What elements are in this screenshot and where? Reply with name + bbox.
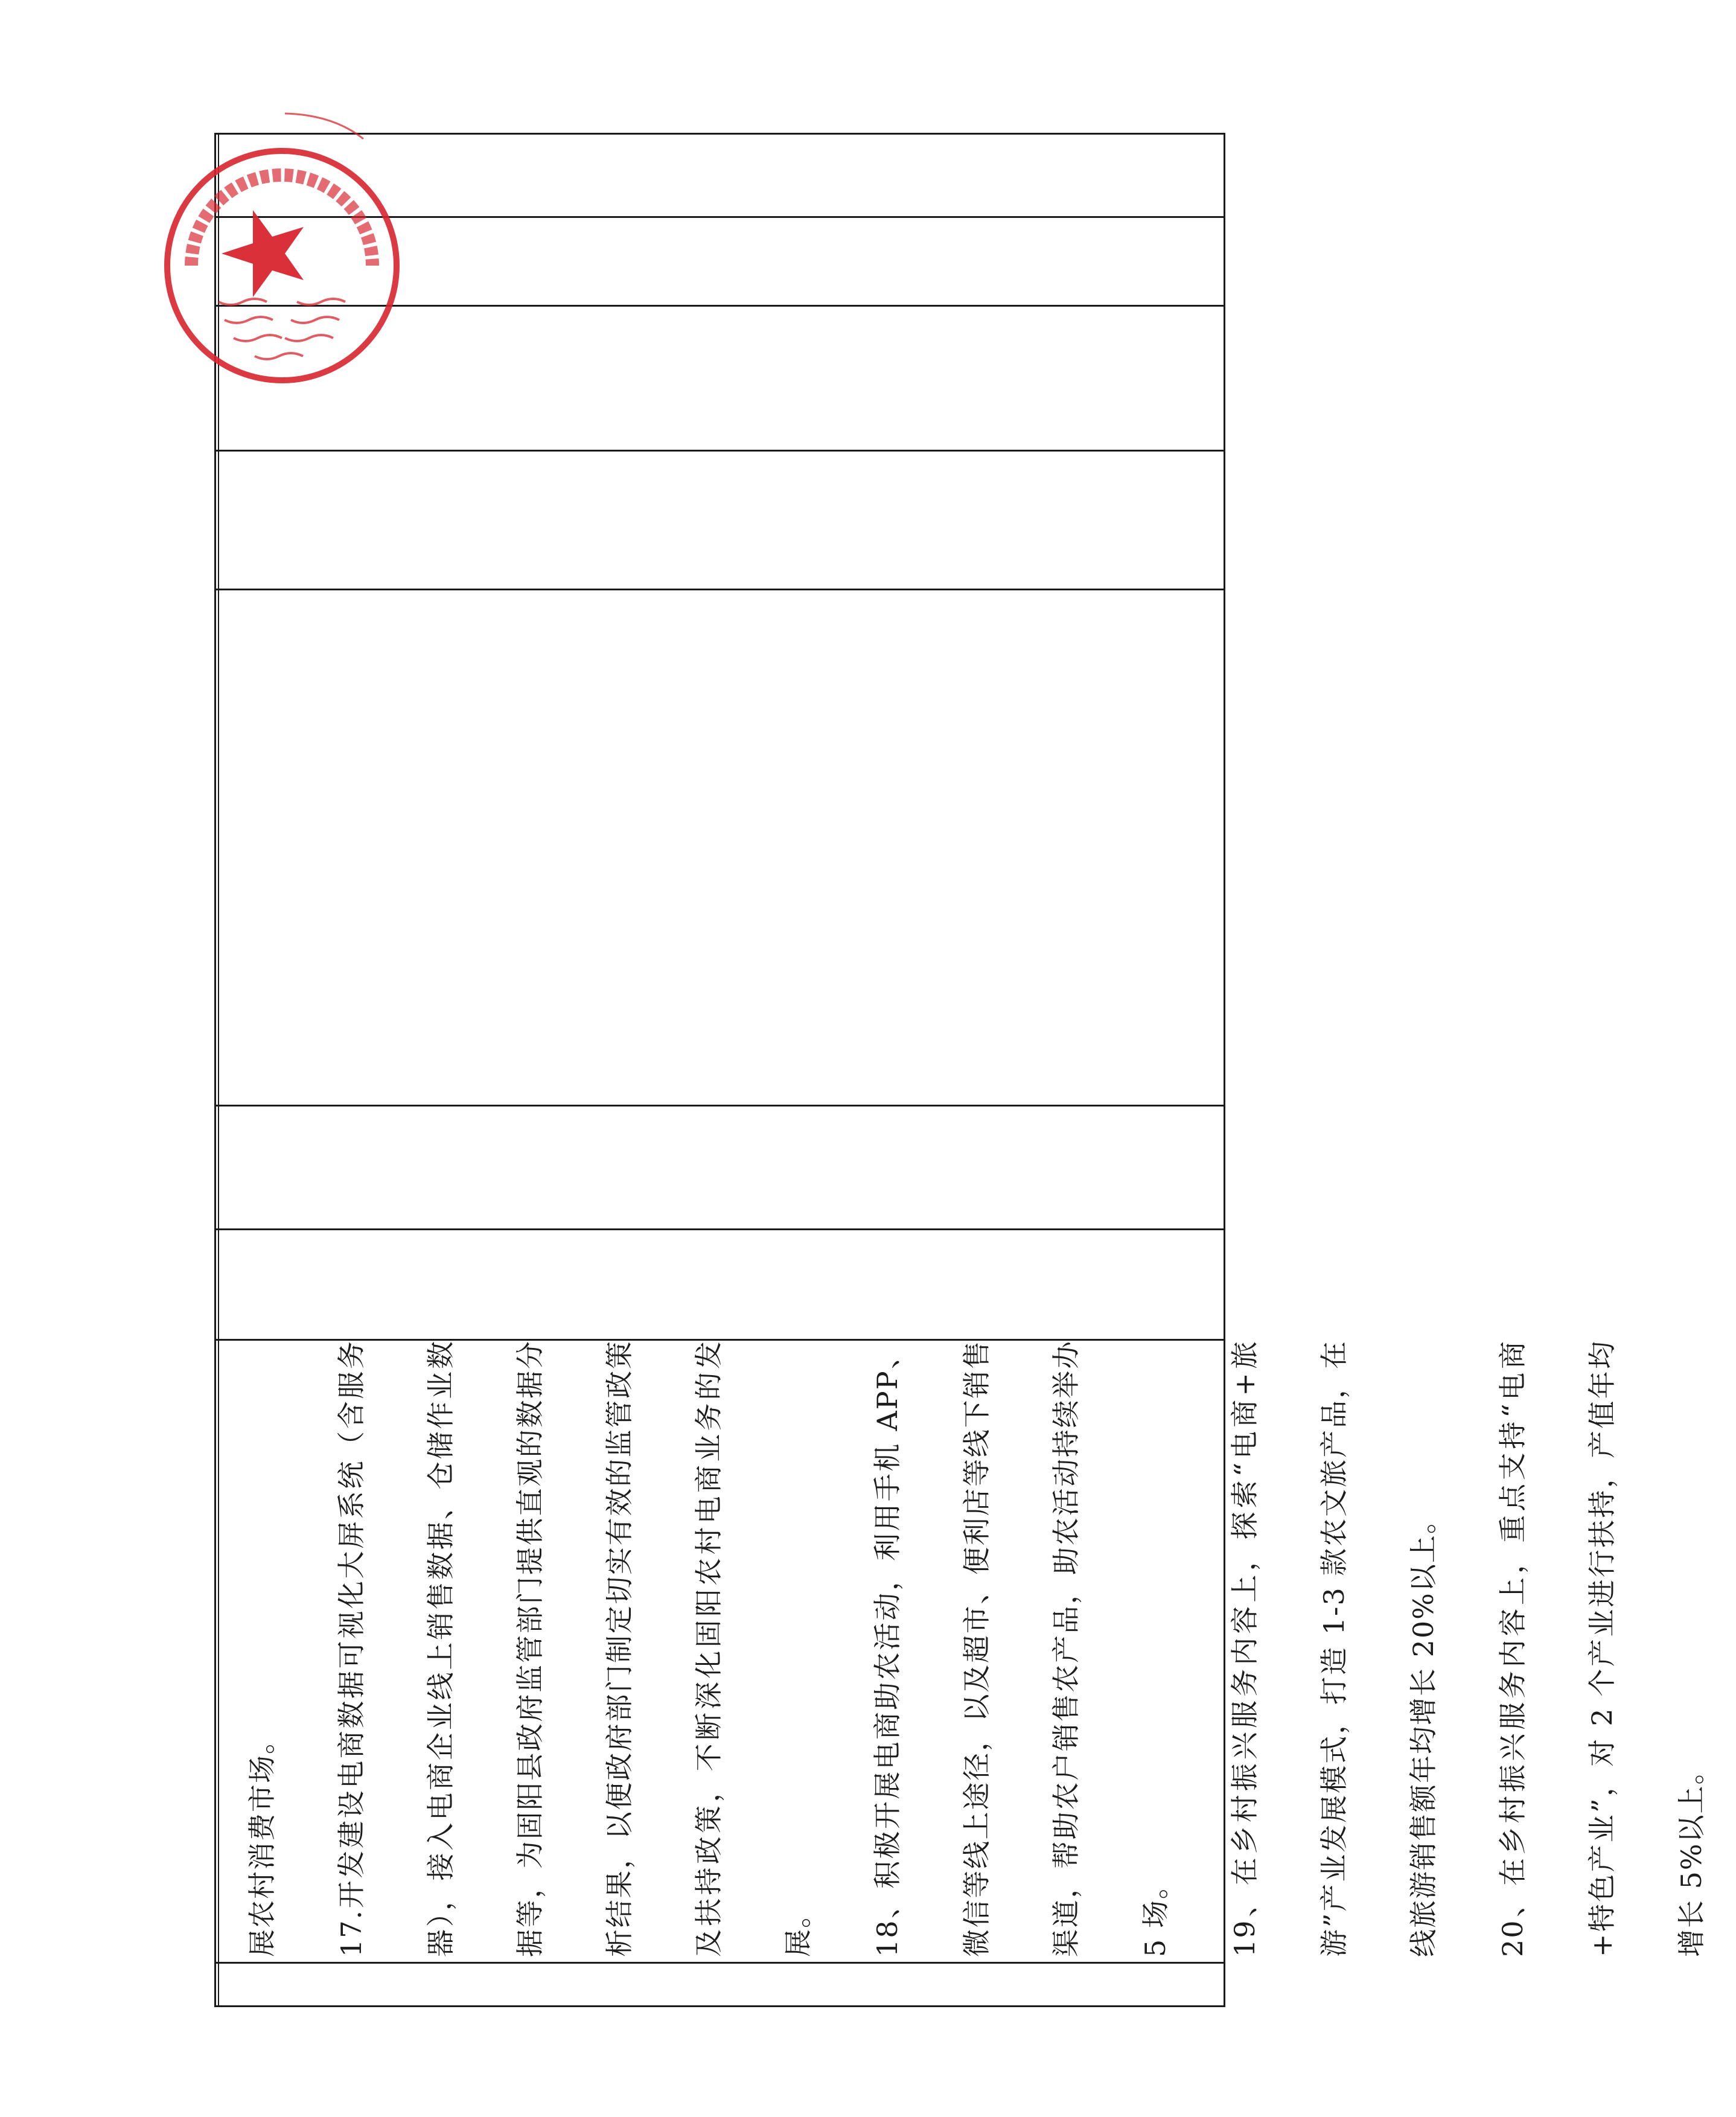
paragraph-continuation: 展农村消费市场。 — [246, 1725, 278, 1957]
paragraph-item-17: 17.开发建设电商数据可视化大屏系统（含服务器），接入电商企业线上销售数据、仓储作业数据等，为固阳县政府监管部门提供直观的数据分析结果，以便政府部门制定切实有效的监管政策及扶持政策，不断深化固阳农村电商业务的发展。 — [335, 1340, 814, 1957]
official-seal — [134, 103, 406, 392]
paragraph-item-19: 19、在乡村振兴服务内容上，探索“电商+旅游”产业发展模式，打造 1-3 款农文旅产品，在线旅游销售额年均增长 20%以上。 — [1228, 1340, 1440, 1957]
star-icon — [222, 210, 304, 297]
table-row-divider — [214, 1228, 1225, 1230]
content-cell — [217, 1340, 1708, 1962]
paragraph-item-20: 20、在乡村振兴服务内容上，重点支持“电商+特色产业”，对 2 个产业进行扶持，产值年均增长 5%以上。 — [1496, 1340, 1708, 1957]
table-row-divider — [214, 1962, 1225, 1964]
table-row-divider — [214, 450, 1225, 452]
table-row-divider — [214, 589, 1225, 590]
rotated-text-block — [217, 1340, 1708, 1962]
paragraph-item-18: 18、积极开展电商助农活动，利用手机 APP、微信等线上途径，以及超市、便利店等线下销售渠道，帮助农户销售农产品，助农活动持续举办 5 场。 — [871, 1340, 1172, 1957]
table-row-divider — [214, 1105, 1225, 1106]
